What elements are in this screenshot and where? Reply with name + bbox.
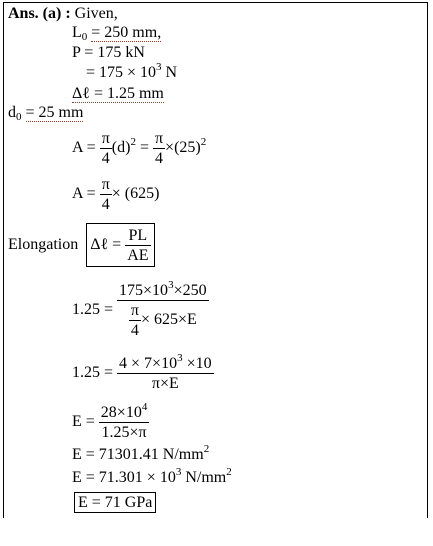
pi-over-four-2: $\frac{\pi}{4}$ bbox=[154, 129, 164, 167]
given-elongation: Δℓ = 1.25 mm bbox=[72, 85, 164, 102]
area-substituted: A = $\frac{\pi}{4}$ × (625) bbox=[72, 175, 160, 213]
step-1-fraction: $175\times 10^3\times 250$ $\frac{\pi}{4}$ × 625×E bbox=[119, 278, 207, 339]
pi-over-four-3: $\frac{\pi}{4}$ bbox=[101, 175, 110, 213]
step-1-equation: 1.25 = $175\times 10^3\times 250$ $\frac{\pi}{4}$ × 625×E bbox=[72, 278, 207, 339]
answer-header bbox=[8, 5, 118, 23]
pl-over-ae: $\frac{PL}{AE}$ bbox=[127, 227, 149, 265]
area-formula: A = $\frac{\pi}{4}$ $(d)^2$ = $\frac{\pi}{4}$ $\times(25)^2$ bbox=[72, 129, 207, 167]
result-line-1: E = 71301.41 $N/mm^2$ bbox=[72, 443, 210, 463]
given-load: P = 175 kN bbox=[72, 44, 145, 61]
result-line-2: $E = 71.301 \times 10^3$ $N/mm^2$ bbox=[72, 466, 232, 486]
step-2-fraction: $\frac{4 \times 7\times 10^3 \times 10}{\pi\times E}$ bbox=[119, 351, 212, 392]
step-3-equation: E = $\frac{28\times 10^4}{1.25\times\pi}$ bbox=[72, 400, 148, 441]
given-length: $L_0 = 250$ mm, bbox=[72, 24, 162, 43]
elongation-formula: Elongation Δℓ = $\frac{PL}{AE}$ bbox=[8, 222, 155, 268]
pi-over-four: $\frac{\pi}{4}$ bbox=[101, 129, 110, 167]
step-3-fraction: $\frac{28\times 10^4}{1.25\times\pi}$ bbox=[100, 400, 148, 441]
given-diameter: $d_0 = 25$ mm bbox=[8, 104, 84, 123]
final-answer-box: E = 71 GPa bbox=[74, 492, 156, 513]
elongation-box: Δℓ = $\frac{PL}{AE}$ bbox=[86, 223, 154, 267]
final-answer bbox=[74, 494, 156, 512]
step-2-equation: 1.25 = $\frac{4 \times 7\times 10^3 \times 10}{\pi\times E}$ bbox=[72, 351, 212, 392]
answer-label: Ans. (a) : bbox=[8, 5, 71, 22]
given-label: Given, bbox=[74, 5, 118, 22]
given-load-converted: = $175 \times 10^3$ N bbox=[86, 61, 178, 81]
